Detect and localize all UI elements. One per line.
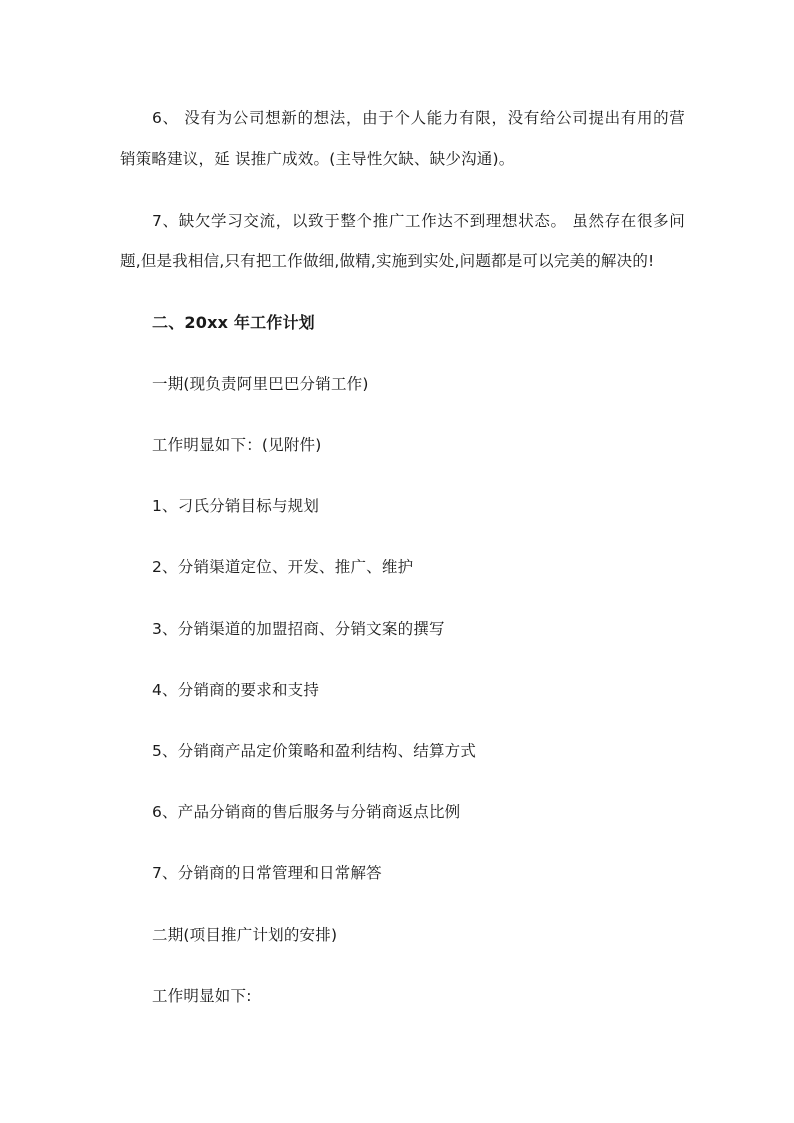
list-item: 3、分销渠道的加盟招商、分销文案的撰写 <box>152 620 445 638</box>
list-item: 6、产品分销商的售后服务与分销商返点比例 <box>152 803 461 821</box>
phase-2-intro: 工作明显如下: <box>152 987 252 1005</box>
phase-1-intro: 工作明显如下：(见附件) <box>152 436 322 454</box>
paragraph-7-line-2: 题,但是我相信,只有把工作做细,做精,实施到实处,问题都是可以完美的解决的! <box>120 252 655 270</box>
list-item: 2、分销渠道定位、开发、推广、维护 <box>152 558 414 576</box>
paragraph-6-line-2: 销策略建议，延 误推广成效。(主导性欠缺、缺少沟通)。 <box>120 150 515 168</box>
section-heading: 二、20xx 年工作计划 <box>152 313 315 332</box>
list-item: 5、分销商产品定价策略和盈利结构、结算方式 <box>152 742 477 760</box>
phase-1-title: 一期(现负责阿里巴巴分销工作) <box>152 375 369 393</box>
paragraph-6-line-1: 6、 没有为公司想新的想法，由于个人能力有限，没有给公司提出有用的营 <box>152 109 685 127</box>
list-item: 4、分销商的要求和支持 <box>152 681 320 699</box>
phase-2-title: 二期(项目推广计划的安排) <box>152 926 338 944</box>
list-item: 1、刁氏分销目标与规划 <box>152 497 320 515</box>
list-item: 7、分销商的日常管理和日常解答 <box>152 864 382 882</box>
paragraph-7-line-1: 7、缺欠学习交流，以致于整个推广工作达不到理想状态。 虽然存在很多问 <box>152 212 685 230</box>
